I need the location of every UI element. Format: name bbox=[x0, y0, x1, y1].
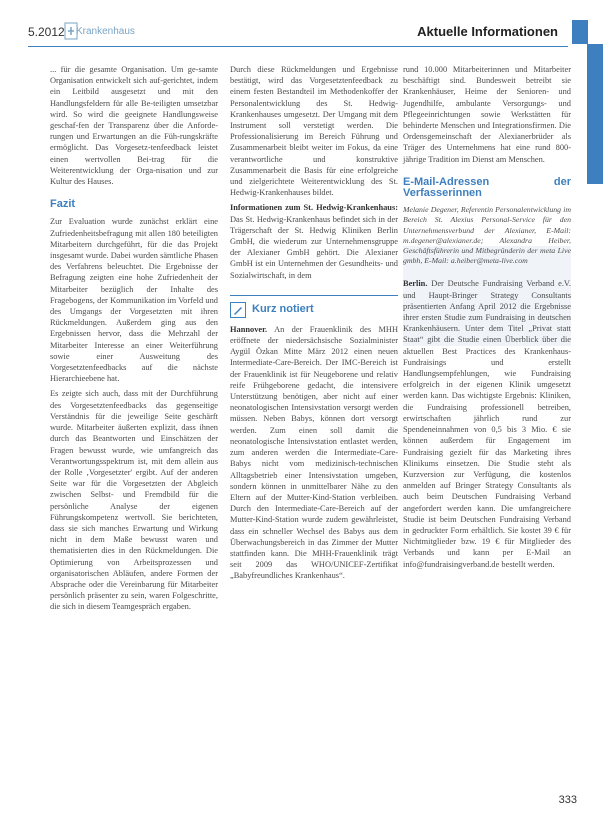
heading-email-adressen: E-Mail-Adressen der Verfasserinnen bbox=[403, 175, 571, 200]
bold-lead: Berlin. bbox=[403, 279, 428, 289]
bold-lead: Informationen zum St. Hedwig-Krankenhaus: bbox=[230, 203, 398, 213]
paragraph-body: An der Frauenklinik des MHH eröffnete der niedersächsische Sozialminister Aygül Özkan Mitte März 2012 einen neuen Intermediate-Care-Bereich. Der IMC-Bereich ist der Frauenklinik ist für Neugeborene und relativ reife Frühgeborene gedacht, die intensivere Unterstützung benötigen, aber nicht auf einer neonatologischen Intensivstation versorgt werden müssen. Neben Babys, können dort versorgt werden. Zum einen soll damit die neonatologische Intensivstation entlastet werden, zum anderen werden die Intermediate-Care-Babys nicht vom medizinisch-technischen Alltagsbetrieb einer Intensivstation umgeben, sondern können in unmittelbarer Nähe zu den Eltern auf der Mutter-Kind-Station verbleiben. Durch den Intermediate-Care-Bereich auf der Mutter-Kind-Station wurde zudem gewährleistet, dass ein schneller Wechsel des Babys aus dem Überwachungsbereich in das Zimmer der Mutter stattfinden kann. Die MHH-Frauenklinik trägt seit 2009 das WHO/UNICEF-Zertifikat „Babyfreundliches Krankenhaus“. bbox=[230, 324, 399, 581]
section-tab bbox=[572, 20, 588, 44]
paragraph: rund 10.000 Mitarbeiterinnen und Mitarbeiter beschäftigt sind. Bundesweit betreibt sie Krankenhäuser, Heime der Senioren- und Jugendhilfe, ambulante Versorgungs- und Pflegeeinrichtungen sowie Werkstätten für behinderte Menschen und Integrationsfirmen. Die Ordensgemeinschaft der Alexianerbrüder als Träger des Unternehmens hat eine rund 800-jährige Tradition im Dienst am Menschen. bbox=[403, 65, 571, 164]
heading-fazit: Fazit bbox=[50, 198, 76, 211]
paragraph: Zur Evaluation wurde zunächst erklärt eine Zufriedenheitsbefragung mit allen 180 beteiligten Mitarbeitern durchgeführt, für die das Projekt insgesamt wurde. Dabei wurden sämtliche Phasen des Verfahrens beleuchtet. Die Ergebnisse der Befragung zeigten eine hohe Zufriedenheit der Mitarbeiter bezüglich der Inhalte des Fragebogens, der Kommunikation im Vorfeld und des Umgangs der Vorgesetzten mit ihren Rückmeldungen. Außerdem ging aus den Ergebnissen hervor, dass die Mehrzahl der Mitarbeiter Interesse an einer Weiterführung sowie einer Ausweitung des Vorgesetztenfeedbacks auf die nächste Hierarchieebene hat. bbox=[50, 217, 218, 384]
paragraph-body: Der Deutsche Fundraising Verband e.V. und Haupt-Bringer Strategy Consultants präsentierten Anfang April 2012 die Ergebnisse ihrer ersten Studie zum Fundraising in deutschen Krankenhäusern. Unter dem Titel „Privat statt Staat“ gibt die Studie einen Überblick über die aktuellen Best Practices des Krankenhaus-Fundraisings und erstellt Handlungsempfehlungen, wie Fundraising erfolgreich in der eigenen Klinik umgesetzt werden kann. Das wichtigste Ergebnis: Kliniken, die Fundraising professionell betreiben, erwirtschaften jährlich rund zur Spendeneinnahmen von 0,5 bis 3 Mio. € sie können außerdem für Engagement im Fundraising gezielt für das Marketing ihres Klinikums einsetzen. Die Studie steht als Kurzversion zur Verfügung, die kostenlos anmelden auf Bringer Strategy Consultants als auch beim Deutschen Fundraising Verband angefordert werden kann. Die umfangreichere Studie ist beim Deutschen Fundraising Verband in gedruckter Form erhältlich. Sie kostet 39 € für Nichtmitglieder bzw. 19 € für Mitglieder des Verbands und kann per E-Mail an info@fundraisingverband.de bestellt werden. bbox=[403, 279, 571, 569]
pencil-icon bbox=[230, 302, 246, 318]
paragraph bbox=[403, 278, 571, 569]
margin-stripe bbox=[587, 44, 603, 184]
section-title: Aktuelle Informationen bbox=[417, 24, 558, 39]
column-2 bbox=[230, 64, 398, 586]
column-1 bbox=[50, 64, 218, 617]
paragraph bbox=[230, 324, 398, 582]
column-3 bbox=[403, 64, 571, 574]
page-header bbox=[28, 20, 588, 44]
paragraph bbox=[230, 202, 398, 280]
page-number: 333 bbox=[558, 794, 577, 806]
contact-info: Melanie Degener, Referentin Personalentwicklung im Bereich St. Alexius Personal-Service für den Unternehmensverbund der Alexianer, E-Mail: m.degener@alexianer.de; Alexandra Heiber, Geschäftsführerin und Mitbegründerin der meta Live gmbh, E-Mail: a.heiber@meta-live.com bbox=[403, 205, 571, 266]
paragraph-body: Das St. Hedwig-Krankenhaus befindet sich in der Trägerschaft der St. Hedwig Kliniken Berlin GmbH, die wiederum zur Unternehmensgruppe der Alexianer GmbH gehört. Die Alexianer GmbH ist ein Unternehmen der Gesundheits- und Sozialwirtschaft, in dem bbox=[230, 214, 398, 280]
heading-kurz-notiert: Kurz notiert bbox=[252, 303, 314, 316]
kurz-notiert-header bbox=[230, 295, 398, 318]
paragraph: ... für die gesamte Organisation. Um ge-samte Organisation entwickelt sich auf-gerichtet, indem ein Leitbild ausgesetzt und mit den Handlungsfeldern für alle Be-teiligten umsetzbar wird. So wird die geeignete Handlungsweise geschaf-fen der Transparenz über die Anforde-rungen und Erwartungen an die Füh-rungskräfte ermöglicht. Das Vorgesetz-tenfeedback leistet einen wertvollen Bei-trag für die Weiterentwicklung der Orga-nisation und zur Kultur des Hauses. bbox=[50, 65, 218, 187]
header-rule bbox=[28, 46, 568, 47]
bold-lead: Hannover. bbox=[230, 324, 268, 334]
issue-label: 5.2012 bbox=[28, 25, 65, 39]
paragraph: Es zeigte sich auch, dass mit der Durchführung des Vorgesetztenfeedbacks das gegenseitige Verständnis für die jeweilige Seite geschärft wurde. Mitarbeiter äußerten explizit, dass ihnen durch das Beantworten und Einschätzen der Fragen bewusst wurde, wie umfangreich das Verantwortungsspektrum ist, mit dem allein aus der Rolle ‚Vorgesetzter' ergibt. Auf der anderen Seite war für die Vorgesetzten der Abgleich zwischen Selbst- und Fremdbild für die persönliche Analyse der eigenen Führungskompetenz wertvoll. Sie berichteten, dass sie sich manches Erwartung und Wirkung nicht in dem Maße bewusst waren und thematisierten dies in den Rückmeldungen. Die Optimierung von Arbeitsprozessen und organisatorischen Abläufen, andere Formen der Absprache oder die Vereinbarung für Mitarbeiter persönlich präsenter zu sein, waren Folgeschritte, die sich in diesem Teamgespräch ergaben. bbox=[50, 389, 218, 612]
logo-text: Krankenhaus bbox=[76, 26, 135, 37]
paragraph: Durch diese Rückmeldungen und Ergebnisse bestätigt, wird das Vorgesetztenfeedback zu einem festen Bestandteil im Methodenkoffer der Personalentwicklung des St. Hedwig-Krankenhauses umgesetzt. Der Umgang mit dem Instrument soll verstetigt werden. Die Professionalisierung im Bereich Führung und Zusammenarbeit bleibt weiter im Fokus, da eine verantwortliche und konstruktive Zusammenarbeit die Basis für eine erfolgreiche und zielgerichtete Weiterentwicklung des St. Hedwig-Krankenhauses bildet. bbox=[230, 65, 398, 198]
